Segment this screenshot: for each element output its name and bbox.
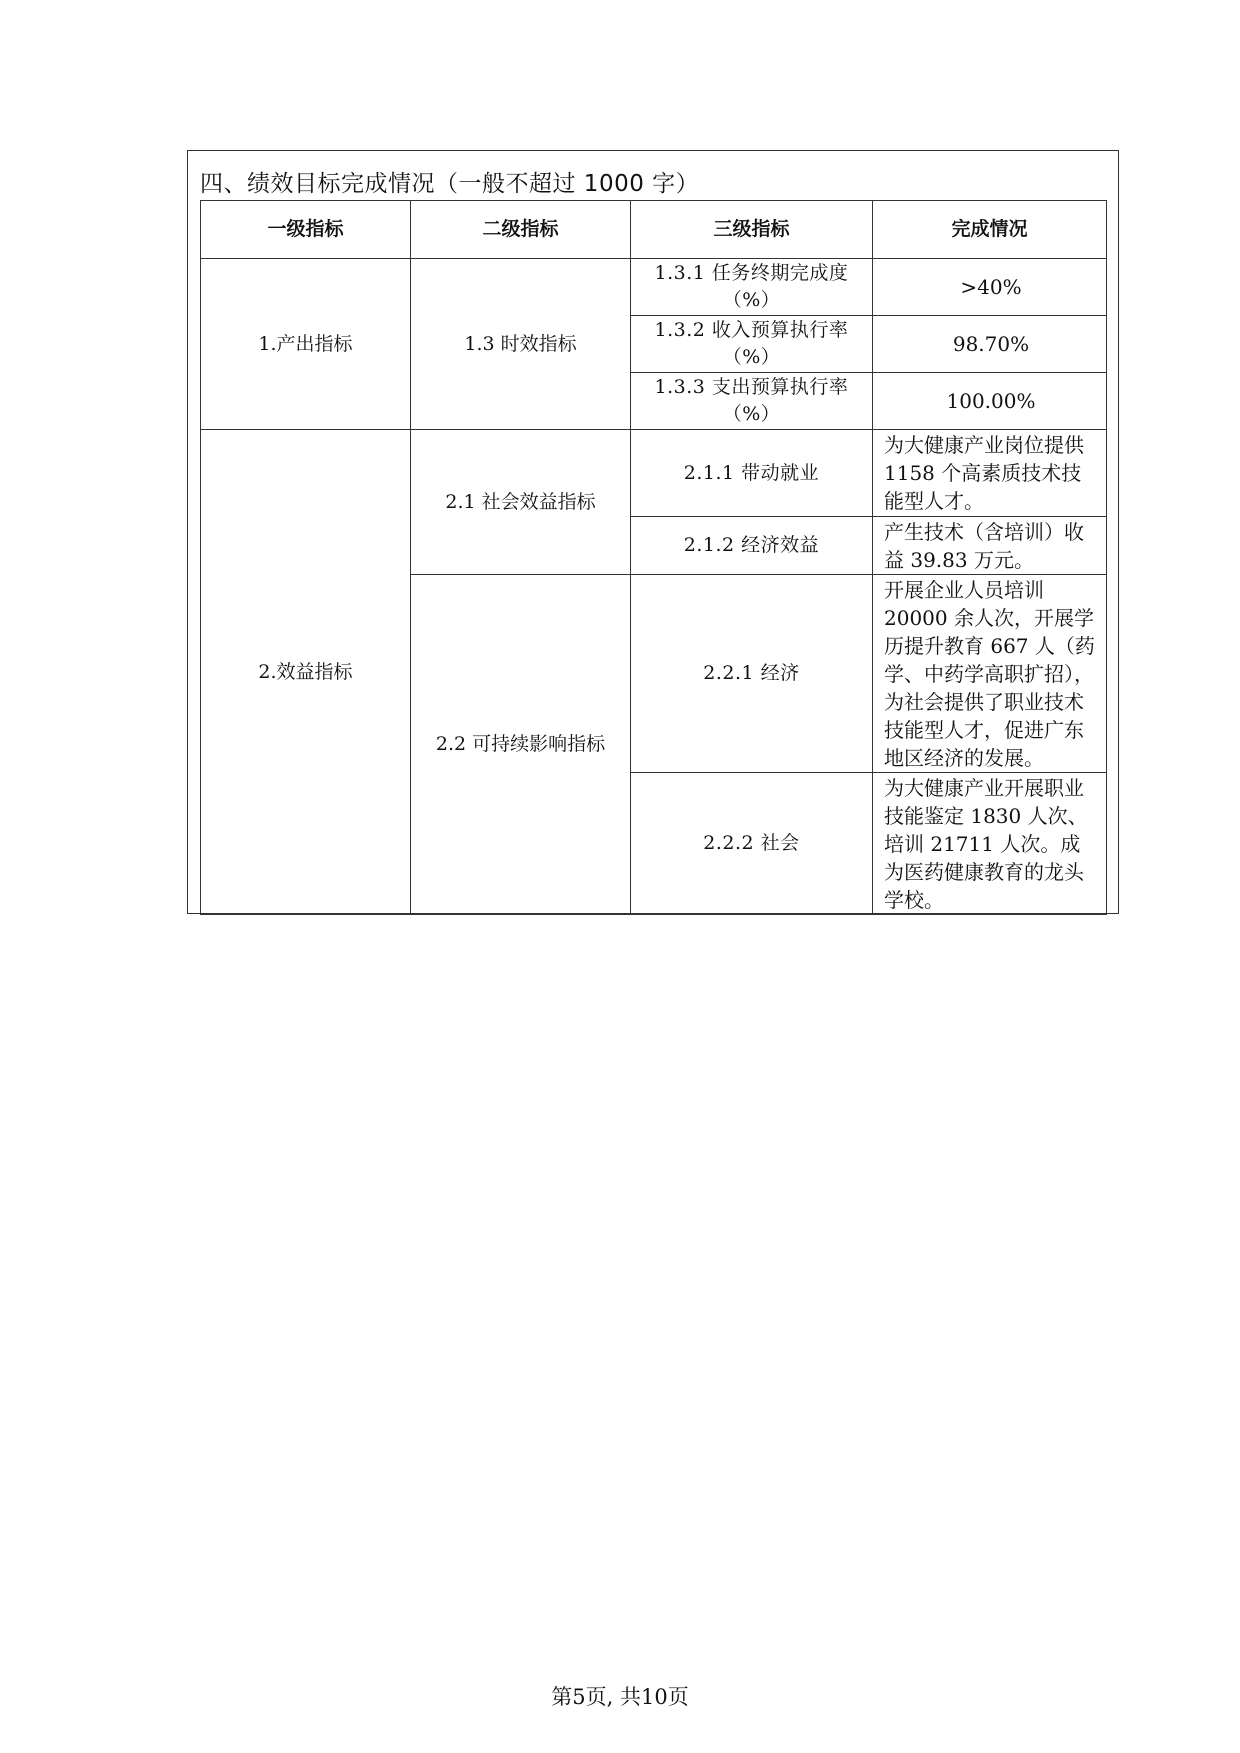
- section-title: 四、绩效目标完成情况（一般不超过 1000 字）: [200, 171, 700, 197]
- level1-cell: 2.效益指标: [201, 430, 411, 915]
- level3-cell: 1.3.2 收入预算执行率（%）: [631, 316, 873, 373]
- level3-cell: 1.3.3 支出预算执行率（%）: [631, 373, 873, 430]
- level3-cell: 2.2.2 社会: [631, 773, 873, 915]
- table-row: [201, 259, 1107, 316]
- header-level3: 三级指标: [631, 201, 873, 259]
- header-result: 完成情况: [873, 201, 1107, 259]
- level3-cell: 1.3.1 任务终期完成度（%）: [631, 259, 873, 316]
- performance-section: [187, 150, 1119, 914]
- table-header-row: [201, 201, 1107, 259]
- level2-cell: 2.2 可持续影响指标: [411, 575, 631, 915]
- result-cell: 开展企业人员培训 20000 余人次，开展学历提升教育 667 人（药学、中药学高职扩招），为社会提供了职业技术技能型人才，促进广东地区经济的发展。: [873, 575, 1107, 773]
- level2-cell: 2.1 社会效益指标: [411, 430, 631, 575]
- level1-cell: 1.产出指标: [201, 259, 411, 430]
- result-cell: 为大健康产业开展职业技能鉴定 1830 人次、培训 21711 人次。成为医药健康教育的龙头学校。: [873, 773, 1107, 915]
- result-cell: >40%: [873, 259, 1107, 316]
- result-cell: 100.00%: [873, 373, 1107, 430]
- table-row: [201, 430, 1107, 517]
- level3-cell: 2.2.1 经济: [631, 575, 873, 773]
- header-level1: 一级指标: [201, 201, 411, 259]
- level2-cell: 1.3 时效指标: [411, 259, 631, 430]
- result-cell: 98.70%: [873, 316, 1107, 373]
- result-cell: 为大健康产业岗位提供 1158 个高素质技术技能型人才。: [873, 430, 1107, 517]
- page-number: 第5页, 共10页: [551, 1685, 689, 1709]
- level3-cell: 2.1.2 经济效益: [631, 517, 873, 575]
- performance-table: [200, 200, 1107, 915]
- header-level2: 二级指标: [411, 201, 631, 259]
- result-cell: 产生技术（含培训）收益 39.83 万元。: [873, 517, 1107, 575]
- level3-cell: 2.1.1 带动就业: [631, 430, 873, 517]
